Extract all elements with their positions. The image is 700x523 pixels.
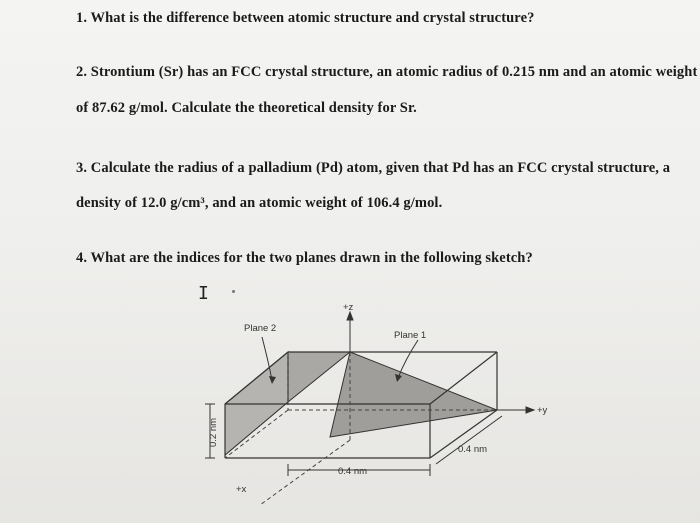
question-3-line-2: density of 12.0 g/cm³, and an atomic weight of 106.4 g/mol.	[76, 195, 443, 211]
dim-height-label: 0.2 nm	[208, 417, 219, 447]
dim-depth-marker	[436, 416, 502, 464]
plane-1-label: Plane 1	[394, 330, 427, 341]
dim-width-label: 0.4 nm	[338, 466, 368, 477]
dim-depth-label: 0.4 nm	[458, 444, 488, 455]
question-3-line-1: 3. Calculate the radius of a palladium (Pd) atom, given that Pd has an FCC crystal structure, a	[76, 160, 671, 176]
y-axis-label: +y	[537, 405, 548, 416]
plane-2-label: Plane 2	[244, 323, 277, 334]
question-2-line-2: of 87.62 g/mol. Calculate the theoretical density for Sr.	[76, 100, 417, 116]
x-axis-label: +x	[236, 484, 247, 495]
plane-1-shape	[330, 352, 497, 437]
question-4: 4. What are the indices for the two planes drawn in the following sketch?	[76, 250, 533, 266]
question-2-line-1: 2. Strontium (Sr) has an FCC crystal structure, an atomic radius of 0.215 nm and an atomic weight	[76, 64, 698, 80]
z-axis-label: +z	[343, 302, 354, 313]
text-cursor-icon: I	[198, 283, 209, 304]
question-1: 1. What is the difference between atomic structure and crystal structure?	[76, 10, 535, 26]
